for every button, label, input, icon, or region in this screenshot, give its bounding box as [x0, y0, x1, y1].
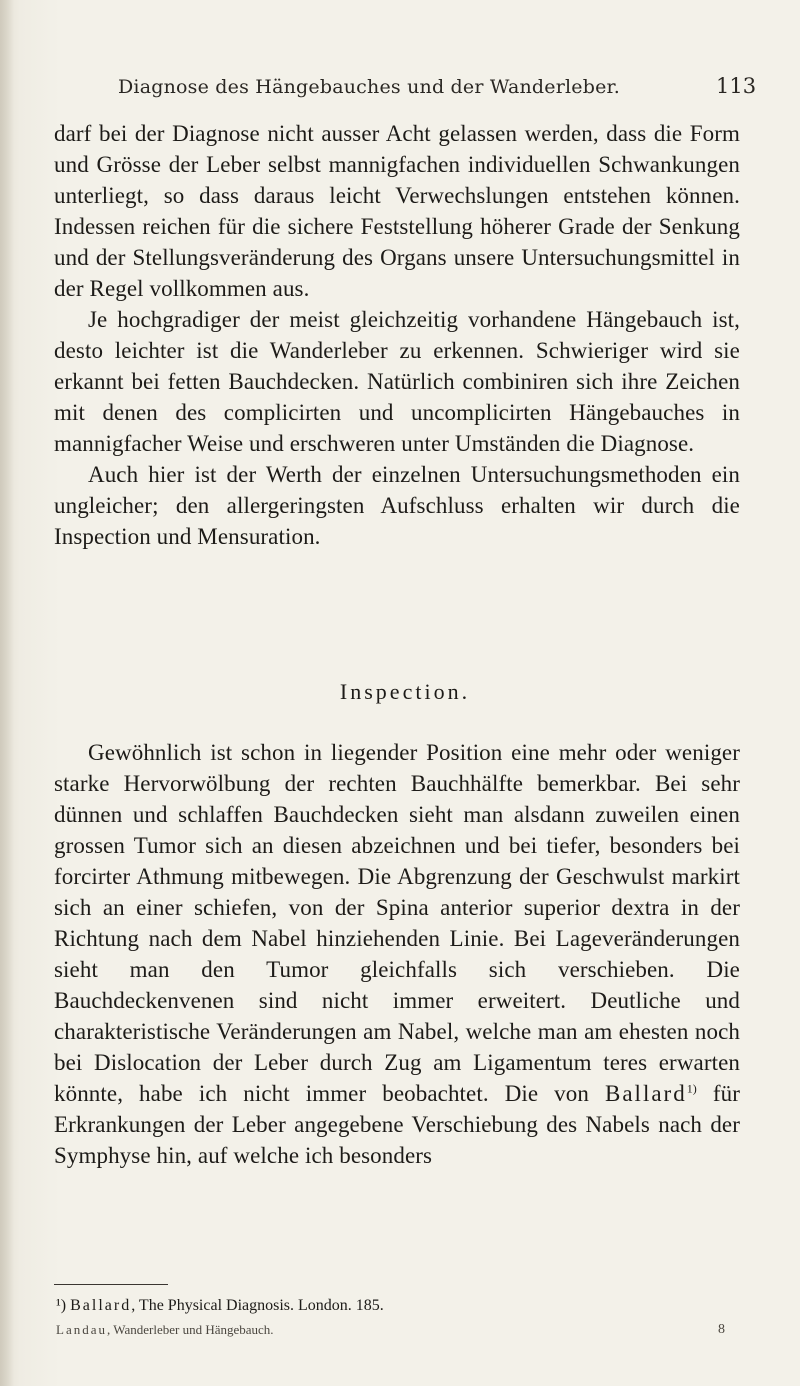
footnote [56, 1296, 736, 1316]
signature-title: , Wanderleber und Hängebauch. [106, 1322, 274, 1337]
paragraph-inspection [54, 737, 740, 1171]
paragraph-wanderleber-recognition: Je hochgradiger der meist gleichzeitig vorhandene Hängebauch ist, desto leichter ist die Wanderleber zu erkennen. Schwieriger wird sie erkannt bei fetten Bauchdecken. Natürlich combiniren sich ihre Zeichen mit denen des complicirten und uncomplicirten Hängebauches in mannigfacher Weise und erschweren unter Umständen die Diagnose. [54, 307, 740, 456]
body-text-block-2 [54, 737, 740, 1171]
paragraph-continuation: darf bei der Diagnose nicht ausser Acht gelassen werden, dass die Form und Grösse der Leber selbst mannigfachen individuellen Schwankungen unterliegt, so dass daraus leicht Verwechslungen entstehen können. Indessen reichen für die sichere Feststellung höherer Grade der Senkung und der Stellungsveränderung des Organs unsere Untersuchungsmittel in der Regel vollkommen aus. [54, 121, 740, 301]
signature-line [56, 1322, 274, 1338]
section-heading-inspection: Inspection. [339, 679, 471, 704]
author-ballard: Ballard [605, 1081, 687, 1106]
page-number: 113 [716, 74, 757, 98]
footnote-rule [54, 1284, 168, 1285]
footnote-author: Ballard [70, 1297, 132, 1314]
footnote-marker: ¹) [56, 1297, 67, 1314]
running-head: Diagnose des Hängebauches und der Wanderleber. [118, 76, 620, 98]
footnote-text: , The Physical Diagnosis. London. 185. [131, 1297, 384, 1314]
paragraph-examination-methods: Auch hier ist der Werth der einzelnen Untersuchungsmethoden ein ungleicher; den allergeringsten Aufschluss erhalten wir durch die Inspection und Mensuration. [54, 462, 740, 549]
printer-signature-mark: 8 [718, 1322, 725, 1337]
paragraph-inspection-tail: für Erkrankungen der Leber angegebene Verschiebung des Nabels nach der Symphyse hin, auf welche ich besonders [54, 1081, 741, 1168]
footnote-reference: 1) [686, 1081, 697, 1096]
signature-author: Landau [56, 1322, 107, 1337]
body-text-block-1 [54, 118, 740, 552]
paragraph-inspection-main: Gewöhnlich ist schon in liegender Position eine mehr oder weniger starke Hervorwölbung der rechten Bauchhälfte bemerkbar. Bei sehr dünnen und schlaffen Bauchdecken sieht man alsdann zuweilen einen grossen Tumor sich an diesen abzeichnen und bei tiefer, besonders bei forcirter Athmung mitbewegen. Die Abgrenzung der Geschwulst markirt sich an einer schiefen, von der Spina anterior superior dextra in der Richtung nach dem Nabel hinziehenden Linie. Bei Lageveränderungen sieht man den Tumor gleichfalls sich verschieben. Die Bauchdeckenvenen sind nicht immer erweitert. Deutliche und charakteristische Veränderungen am Nabel, welche man am ehesten noch bei Dislocation der Leber durch Zug am Ligamentum teres erwarten könnte, habe ich nicht immer beobachtet. Die von [54, 740, 740, 1106]
